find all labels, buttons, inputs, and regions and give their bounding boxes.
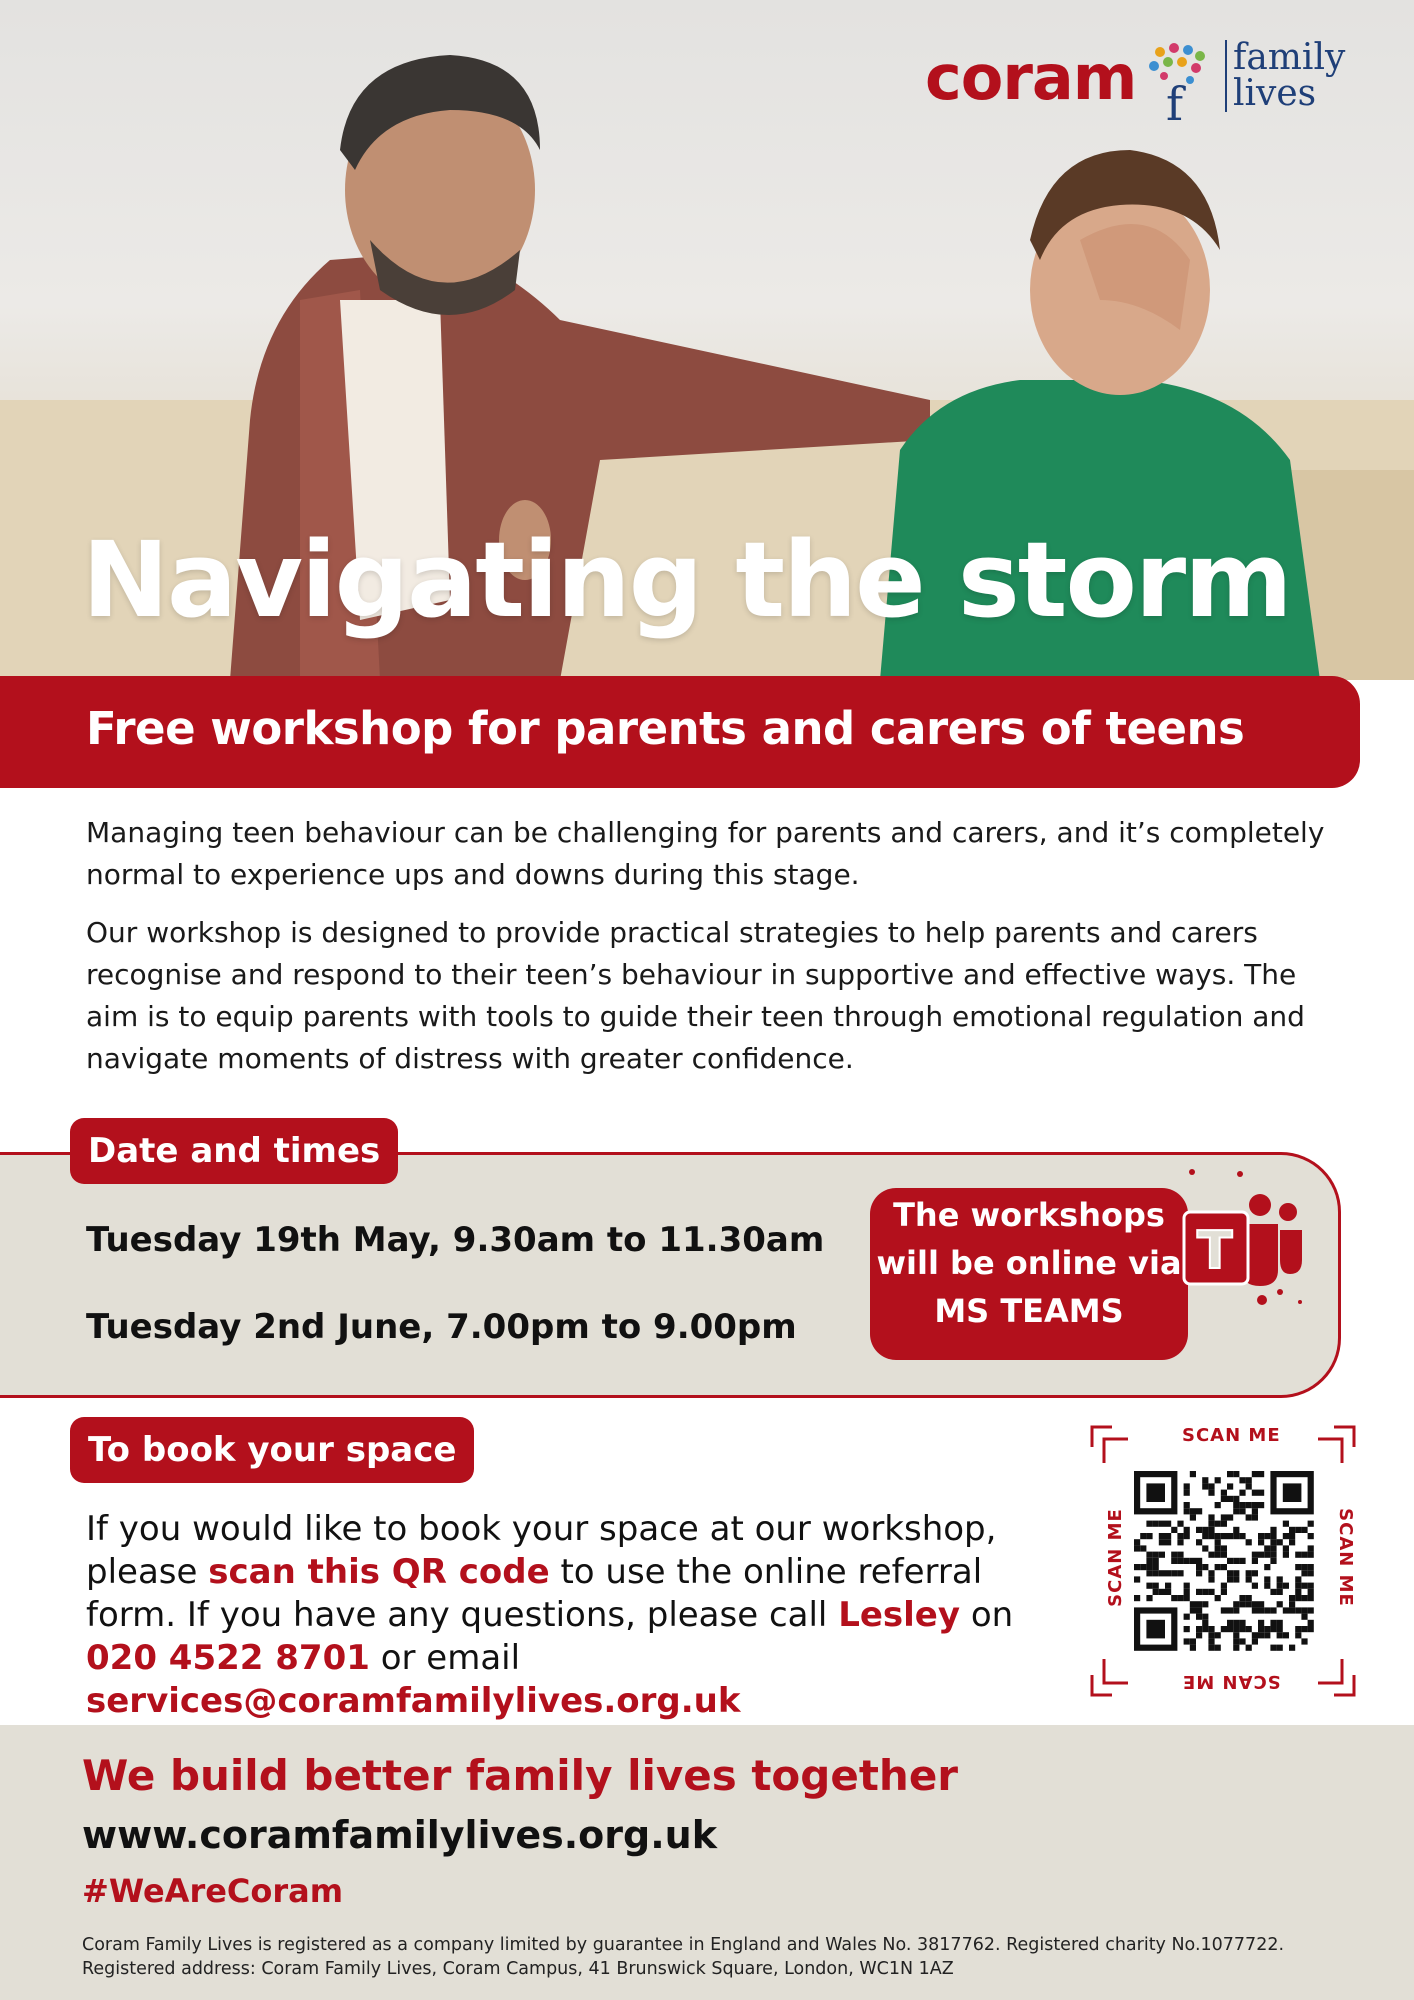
logo-lives-text: lives	[1233, 73, 1317, 114]
teams-online-badge	[870, 1188, 1188, 1360]
page-title: Navigating the storm	[82, 519, 1291, 641]
intro-paragraph-1: Managing teen behaviour can be challenging for parents and carers, and it’s completely normal to experience ups and downs during this stage.	[86, 816, 1325, 891]
scan-me-label-left: SCAN ME	[1104, 1508, 1126, 1607]
qr-code[interactable]	[1090, 1425, 1356, 1697]
hashtag[interactable]: #WeAreCoram	[82, 1872, 344, 1910]
tagline: We build better family lives together	[82, 1751, 959, 1800]
booking-text-part-3: on	[960, 1595, 1014, 1635]
booking-heading: To book your space	[70, 1417, 474, 1483]
booking-instructions	[86, 1508, 1076, 1723]
svg-text:f: f	[1166, 77, 1184, 124]
website-link[interactable]: www.coramfamilylives.org.uk	[82, 1813, 717, 1857]
phone-link[interactable]: 020 4522 8701	[86, 1638, 370, 1678]
qr-code-block[interactable]	[1090, 1425, 1356, 1697]
booking-text-part-1: If you would like to book your space at our workshop, please	[86, 1509, 997, 1592]
ms-teams-icon	[1180, 1160, 1320, 1320]
email-link[interactable]: services@coramfamilylives.org.uk	[86, 1681, 741, 1721]
tree-icon	[1140, 40, 1220, 124]
teams-badge-line-2: will be online via	[876, 1244, 1182, 1282]
booking-text-part-4: or email	[369, 1638, 521, 1678]
svg-text:T: T	[1197, 1221, 1233, 1281]
legal-line-1: Coram Family Lives is registered as a company limited by guarantee in England and Wales No. 3817762. Registered charity No.1077722.	[82, 1935, 1285, 1955]
session-date-1: Tuesday 19th May, 9.30am to 11.30am	[86, 1220, 825, 1260]
logo-wordmark: coram	[925, 41, 1137, 114]
legal-notice	[82, 1933, 1402, 1981]
subtitle: Free workshop for parents and carers of teens	[86, 702, 1245, 755]
booking-text-part-2: to use the online referral form. If you have any questions, please call	[86, 1552, 983, 1635]
logo-family-lives	[1225, 37, 1363, 114]
session-date-2: Tuesday 2nd June, 7.00pm to 9.00pm	[86, 1307, 797, 1347]
logo-family-text: family	[1233, 37, 1346, 78]
contact-name: Lesley	[838, 1595, 961, 1635]
intro-paragraph-2: Our workshop is designed to provide practical strategies to help parents and carers recognise and respond to their teen’s behaviour in supportive and effective ways. The aim is to equip parents with tools to guide their teen through emotional regulation and navigate moments of distress with greater confidence.	[86, 916, 1305, 1075]
scan-me-label-right: SCAN ME	[1334, 1508, 1356, 1607]
teams-badge-line-1: The workshops	[893, 1196, 1165, 1234]
legal-line-2: Registered address: Coram Family Lives, Coram Campus, 41 Brunswick Square, London, WC1N 1AZ	[82, 1959, 954, 1979]
scan-me-label-bottom: SCAN ME	[1182, 1671, 1281, 1692]
teams-badge-line-3: MS TEAMS	[934, 1292, 1124, 1330]
qr-code-link[interactable]: scan this QR code	[208, 1552, 550, 1592]
intro-text	[86, 812, 1356, 1096]
dates-heading: Date and times	[70, 1118, 398, 1184]
footer	[0, 1725, 1414, 2000]
subtitle-banner	[0, 676, 1360, 788]
scan-me-label-top: SCAN ME	[1182, 1425, 1281, 1446]
